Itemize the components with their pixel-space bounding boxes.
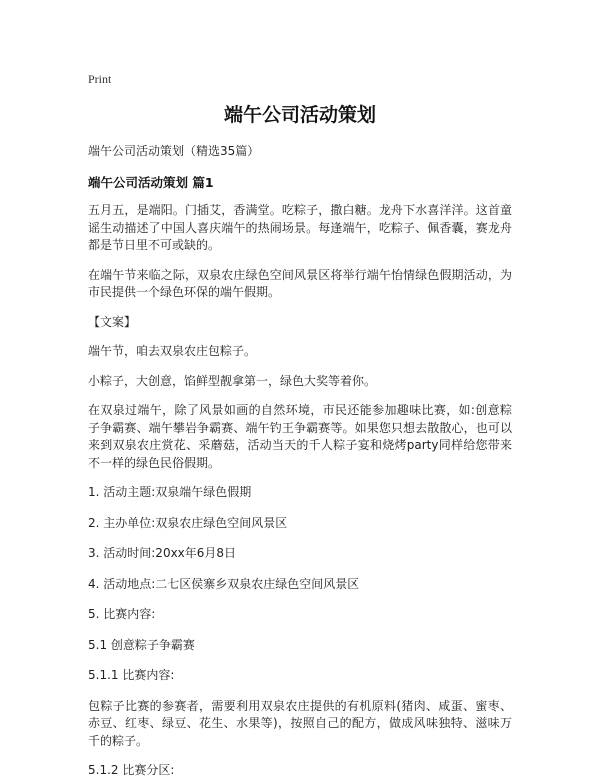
list-item: 3. 活动时间:20xx年6月8日 — [88, 546, 237, 560]
paragraph-materials: 包粽子比赛的参赛者，需要利用双泉农庄提供的有机原料(猪肉、咸蛋、蜜枣、赤豆、红枣、绿豆、花生、水果等)，按照自己的配方，做成风味独特、滋味万千的粽子。 — [88, 698, 512, 748]
list-item: 5.1.1 比赛内容: — [88, 668, 175, 682]
document-subtitle: 端午公司活动策划（精选35篇） — [88, 144, 260, 158]
paragraph-slogan-2: 小粽子，大创意，馅鲜型靓拿第一，绿色大奖等着你。 — [88, 373, 377, 388]
list-item: 5.1.2 比赛分区: — [88, 763, 175, 777]
paragraph-copy-heading: 【文案】 — [88, 314, 137, 329]
print-label[interactable]: Print — [88, 72, 112, 86]
list-item: 4. 活动地点:二七区侯寨乡双泉农庄绿色空间风景区 — [88, 576, 360, 591]
list-item: 2. 主办单位:双泉农庄绿色空间风景区 — [88, 515, 288, 530]
list-item: 1. 活动主题:双泉端午绿色假期 — [88, 485, 252, 499]
list-item: 5. 比赛内容: — [88, 607, 156, 621]
section-heading: 端午公司活动策划 篇1 — [88, 175, 214, 190]
paragraph-details: 在双泉过端午，除了风景如画的自然环境，市民还能参加趣味比赛，如:创意粽子争霸赛、端午攀岩争霸赛、端午钓王争霸赛等。如果您只想去散散心，也可以来到双泉农庄赏花、采蘑菇，活动当天的千人粽子宴和烧烤party同样给您带来不一样的绿色民俗假期。 — [88, 403, 512, 470]
list-item: 5.1 创意粽子争霸赛 — [88, 637, 195, 652]
document-title: 端午公司活动策划 — [223, 104, 376, 126]
paragraph-event: 在端午节来临之际，双泉农庄绿色空间风景区将举行端午怡情绿色假期活动，为市民提供一个绿色环保的端午假期。 — [88, 267, 512, 299]
paragraph-slogan-1: 端午节，咱去双泉农庄包粽子。 — [88, 344, 257, 358]
paragraph-intro: 五月五，是端阳。门插艾，香满堂。吃粽子，撒白糖。龙舟下水喜洋洋。这首童谣生动描述了中国人喜庆端午的热闹场景。每逢端午，吃粽子、佩香囊，赛龙舟都是节日里不可或缺的。 — [88, 203, 512, 252]
